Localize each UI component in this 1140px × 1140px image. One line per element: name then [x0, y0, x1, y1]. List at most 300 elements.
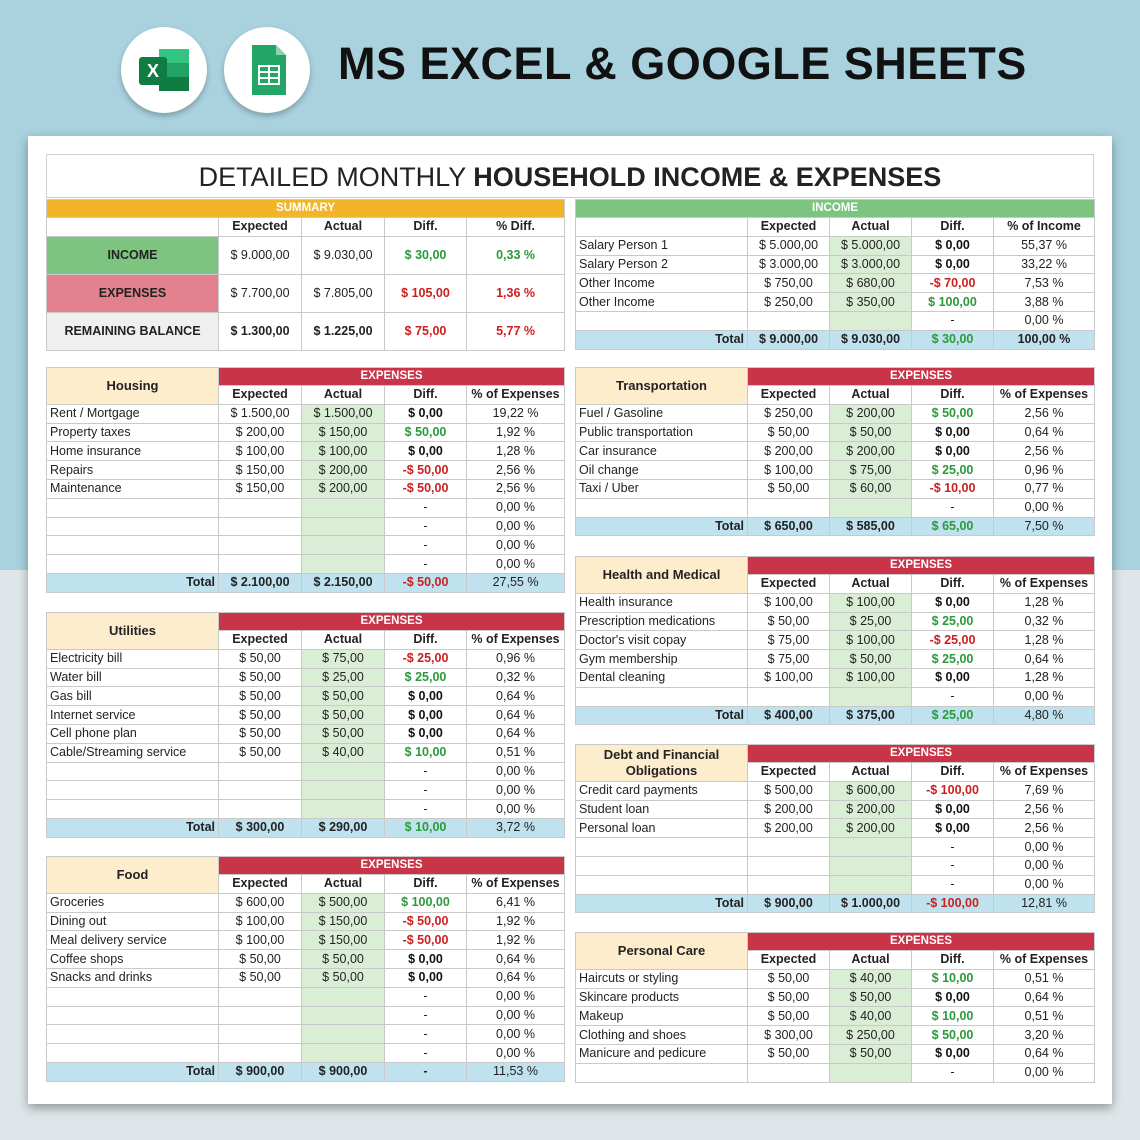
- income-row-pct[interactable]: 33,22 %: [994, 255, 1095, 274]
- income-total-actual: $ 9.030,00: [830, 330, 912, 349]
- personal-row-label[interactable]: [576, 1063, 748, 1082]
- housing-row-expected[interactable]: [219, 536, 302, 555]
- food-header-pct: % of Expenses: [467, 875, 565, 894]
- transportation-row-expected[interactable]: [748, 498, 830, 517]
- transportation-row-pct[interactable]: 0,96 %: [994, 461, 1095, 480]
- utilities-row-pct[interactable]: 0,64 %: [467, 687, 565, 706]
- housing-row-diff[interactable]: -$ 50,00: [385, 461, 467, 480]
- food-row-label[interactable]: Coffee shops: [47, 950, 219, 969]
- housing-row-expected[interactable]: [219, 517, 302, 536]
- debt-row-label[interactable]: [576, 875, 748, 894]
- transportation-row-expected[interactable]: $ 200,00: [748, 442, 830, 461]
- debt-row-pct[interactable]: 2,56 %: [994, 819, 1095, 838]
- housing-row-expected[interactable]: [219, 498, 302, 517]
- utilities-row-expected[interactable]: $ 50,00: [219, 687, 302, 706]
- utilities-row-actual[interactable]: $ 75,00: [302, 649, 385, 668]
- income-row-diff[interactable]: $ 0,00: [912, 255, 994, 274]
- utilities-row-diff[interactable]: -: [385, 800, 467, 819]
- personal-row-actual[interactable]: $ 40,00: [830, 969, 912, 988]
- personal-row-expected[interactable]: [748, 1063, 830, 1082]
- personal-row-pct[interactable]: 0,51 %: [994, 969, 1095, 988]
- transportation-row-diff[interactable]: -$ 10,00: [912, 479, 994, 498]
- utilities-row-actual[interactable]: $ 25,00: [302, 668, 385, 687]
- utilities-row-diff[interactable]: -: [385, 762, 467, 781]
- food-row-label[interactable]: [47, 1006, 219, 1025]
- housing-row-actual[interactable]: $ 100,00: [302, 442, 385, 461]
- utilities-row-actual[interactable]: $ 50,00: [302, 724, 385, 743]
- summary-income-diff[interactable]: $ 30,00: [385, 236, 467, 274]
- food-row-label[interactable]: [47, 1025, 219, 1044]
- utilities-row-expected[interactable]: $ 50,00: [219, 743, 302, 762]
- housing-row-expected[interactable]: $ 1.500,00: [219, 404, 302, 423]
- utilities-row-pct[interactable]: 0,64 %: [467, 724, 565, 743]
- food-row-pct[interactable]: 1,92 %: [467, 931, 565, 950]
- food-row-diff[interactable]: -: [385, 987, 467, 1006]
- food-row-label[interactable]: Snacks and drinks: [47, 968, 219, 987]
- personal-row-diff[interactable]: $ 0,00: [912, 1044, 994, 1063]
- housing-row-expected[interactable]: $ 200,00: [219, 423, 302, 442]
- utilities-row-expected[interactable]: $ 50,00: [219, 706, 302, 725]
- health-row-expected[interactable]: $ 75,00: [748, 631, 830, 650]
- personal-row-actual[interactable]: $ 50,00: [830, 988, 912, 1007]
- housing-row-pct[interactable]: 0,00 %: [467, 555, 565, 574]
- housing-row-diff[interactable]: -$ 50,00: [385, 479, 467, 498]
- health-row-label[interactable]: [576, 687, 748, 706]
- housing-row-expected[interactable]: [219, 555, 302, 574]
- utilities-row-pct[interactable]: 0,00 %: [467, 762, 565, 781]
- housing-row-label[interactable]: [47, 498, 219, 517]
- utilities-row-label[interactable]: Cable/Streaming service: [47, 743, 219, 762]
- summary-expenses-diff[interactable]: $ 105,00: [385, 274, 467, 312]
- health-row-diff[interactable]: $ 0,00: [912, 593, 994, 612]
- utilities-row-diff[interactable]: $ 0,00: [385, 706, 467, 725]
- income-row-label[interactable]: Other Income: [576, 293, 748, 312]
- transportation-row-pct[interactable]: 0,77 %: [994, 479, 1095, 498]
- debt-row-actual[interactable]: $ 200,00: [830, 800, 912, 819]
- housing-row-actual[interactable]: $ 200,00: [302, 479, 385, 498]
- personal-row-label[interactable]: Makeup: [576, 1007, 748, 1026]
- utilities-row-label[interactable]: Internet service: [47, 706, 219, 725]
- health-row-pct[interactable]: 0,00 %: [994, 687, 1095, 706]
- debt-row-label[interactable]: Credit card payments: [576, 781, 748, 800]
- transportation-row-expected[interactable]: $ 50,00: [748, 479, 830, 498]
- personal-row-actual[interactable]: $ 250,00: [830, 1026, 912, 1045]
- utilities-row-diff[interactable]: -$ 25,00: [385, 649, 467, 668]
- housing-row-actual[interactable]: [302, 498, 385, 517]
- food-row-actual[interactable]: $ 150,00: [302, 931, 385, 950]
- food-row-expected[interactable]: $ 600,00: [219, 893, 302, 912]
- food-row-expected[interactable]: $ 50,00: [219, 950, 302, 969]
- utilities-row-actual[interactable]: [302, 800, 385, 819]
- transportation-row-label[interactable]: Car insurance: [576, 442, 748, 461]
- debt-total-actual: $ 1.000,00: [830, 894, 912, 913]
- summary-remaining-expected[interactable]: $ 1.300,00: [219, 312, 302, 350]
- housing-row-label[interactable]: Repairs: [47, 461, 219, 480]
- food-row-diff[interactable]: -$ 50,00: [385, 912, 467, 931]
- debt-row-actual[interactable]: [830, 838, 912, 857]
- debt-row-expected[interactable]: $ 500,00: [748, 781, 830, 800]
- utilities-row-label[interactable]: Cell phone plan: [47, 724, 219, 743]
- personal-row-label[interactable]: Manicure and pedicure: [576, 1044, 748, 1063]
- transportation-row-diff[interactable]: $ 50,00: [912, 404, 994, 423]
- utilities-row-pct[interactable]: 0,32 %: [467, 668, 565, 687]
- health-row-label[interactable]: Dental cleaning: [576, 668, 748, 687]
- housing-row-diff[interactable]: -: [385, 555, 467, 574]
- food-row-pct[interactable]: 0,00 %: [467, 1006, 565, 1025]
- health-row-diff[interactable]: $ 25,00: [912, 650, 994, 669]
- health-row-pct[interactable]: 1,28 %: [994, 668, 1095, 687]
- housing-row-diff[interactable]: $ 0,00: [385, 442, 467, 461]
- housing-row-pct[interactable]: 1,28 %: [467, 442, 565, 461]
- utilities-row-expected[interactable]: $ 50,00: [219, 668, 302, 687]
- food-row-diff[interactable]: -$ 50,00: [385, 931, 467, 950]
- food-row-pct[interactable]: 0,00 %: [467, 987, 565, 1006]
- utilities-row-label[interactable]: [47, 762, 219, 781]
- transportation-row-actual[interactable]: $ 60,00: [830, 479, 912, 498]
- debt-row-diff[interactable]: -: [912, 875, 994, 894]
- debt-row-actual[interactable]: $ 200,00: [830, 819, 912, 838]
- debt-row-pct[interactable]: 2,56 %: [994, 800, 1095, 819]
- utilities-row-actual[interactable]: [302, 762, 385, 781]
- transportation-row-diff[interactable]: $ 0,00: [912, 442, 994, 461]
- income-row-diff[interactable]: $ 0,00: [912, 236, 994, 255]
- health-row-expected[interactable]: $ 50,00: [748, 612, 830, 631]
- food-row-actual[interactable]: [302, 987, 385, 1006]
- food-row-expected[interactable]: $ 100,00: [219, 912, 302, 931]
- summary-remaining-diff[interactable]: $ 75,00: [385, 312, 467, 350]
- housing-row-diff[interactable]: -: [385, 498, 467, 517]
- utilities-row-pct[interactable]: 0,51 %: [467, 743, 565, 762]
- housing-row-pct[interactable]: 1,92 %: [467, 423, 565, 442]
- food-row-label[interactable]: Groceries: [47, 893, 219, 912]
- summary-income-actual[interactable]: $ 9.030,00: [302, 236, 385, 274]
- housing-row-pct[interactable]: 0,00 %: [467, 498, 565, 517]
- food-row-actual[interactable]: [302, 1025, 385, 1044]
- transportation-row-pct[interactable]: 2,56 %: [994, 442, 1095, 461]
- debt-row-pct[interactable]: 0,00 %: [994, 856, 1095, 875]
- utilities-row-diff[interactable]: $ 0,00: [385, 724, 467, 743]
- personal-row-label[interactable]: Clothing and shoes: [576, 1026, 748, 1045]
- debt-row-pct[interactable]: 0,00 %: [994, 875, 1095, 894]
- food-row-expected[interactable]: [219, 987, 302, 1006]
- transportation-row-actual[interactable]: $ 50,00: [830, 423, 912, 442]
- debt-row-diff[interactable]: $ 0,00: [912, 819, 994, 838]
- health-row-expected[interactable]: $ 100,00: [748, 593, 830, 612]
- health-row-expected[interactable]: [748, 687, 830, 706]
- food-row-pct[interactable]: 0,64 %: [467, 950, 565, 969]
- personal-row-label[interactable]: Skincare products: [576, 988, 748, 1007]
- food-row-pct[interactable]: 1,92 %: [467, 912, 565, 931]
- summary-expenses-actual[interactable]: $ 7.805,00: [302, 274, 385, 312]
- personal-row-label[interactable]: Haircuts or styling: [576, 969, 748, 988]
- transportation-row-actual[interactable]: $ 75,00: [830, 461, 912, 480]
- food-row-diff[interactable]: -: [385, 1006, 467, 1025]
- food-row-actual[interactable]: $ 50,00: [302, 950, 385, 969]
- health-row-pct[interactable]: 0,64 %: [994, 650, 1095, 669]
- utilities-row-diff[interactable]: $ 0,00: [385, 687, 467, 706]
- personal-row-expected[interactable]: $ 50,00: [748, 969, 830, 988]
- personal-row-pct[interactable]: 0,51 %: [994, 1007, 1095, 1026]
- housing-row-pct[interactable]: 19,22 %: [467, 404, 565, 423]
- food-row-label[interactable]: Dining out: [47, 912, 219, 931]
- housing-row-diff[interactable]: -: [385, 536, 467, 555]
- housing-row-label[interactable]: Property taxes: [47, 423, 219, 442]
- income-row-actual[interactable]: [830, 311, 912, 330]
- debt-row-expected[interactable]: [748, 875, 830, 894]
- housing-row-pct[interactable]: 2,56 %: [467, 479, 565, 498]
- personal-row-expected[interactable]: $ 50,00: [748, 988, 830, 1007]
- personal-row-expected[interactable]: $ 50,00: [748, 1007, 830, 1026]
- utilities-row-actual[interactable]: [302, 781, 385, 800]
- income-row-actual[interactable]: $ 3.000,00: [830, 255, 912, 274]
- personal-row-diff[interactable]: -: [912, 1063, 994, 1082]
- food-row-label[interactable]: [47, 987, 219, 1006]
- utilities-row-expected[interactable]: [219, 800, 302, 819]
- health-row-label[interactable]: Health insurance: [576, 593, 748, 612]
- health-row-expected[interactable]: $ 75,00: [748, 650, 830, 669]
- health-row-diff[interactable]: -$ 25,00: [912, 631, 994, 650]
- summary-expenses-expected[interactable]: $ 7.700,00: [219, 274, 302, 312]
- transportation-row-diff[interactable]: -: [912, 498, 994, 517]
- summary-income-pct[interactable]: 0,33 %: [467, 236, 565, 274]
- utilities-row-actual[interactable]: $ 50,00: [302, 706, 385, 725]
- utilities-row-label[interactable]: Water bill: [47, 668, 219, 687]
- health-row-label[interactable]: Gym membership: [576, 650, 748, 669]
- health-row-label[interactable]: Doctor's visit copay: [576, 631, 748, 650]
- food-row-diff[interactable]: -: [385, 1025, 467, 1044]
- food-row-pct[interactable]: 0,64 %: [467, 968, 565, 987]
- food-row-diff[interactable]: -: [385, 1044, 467, 1063]
- utilities-row-actual[interactable]: $ 40,00: [302, 743, 385, 762]
- utilities-row-diff[interactable]: $ 10,00: [385, 743, 467, 762]
- debt-row-label[interactable]: Student loan: [576, 800, 748, 819]
- utilities-row-expected[interactable]: [219, 762, 302, 781]
- personal-row-pct[interactable]: 0,64 %: [994, 988, 1095, 1007]
- transportation-row-label[interactable]: Public transportation: [576, 423, 748, 442]
- utilities-row-expected[interactable]: $ 50,00: [219, 649, 302, 668]
- health-row-actual[interactable]: $ 50,00: [830, 650, 912, 669]
- personal-row-diff[interactable]: $ 10,00: [912, 1007, 994, 1026]
- food-row-expected[interactable]: $ 50,00: [219, 968, 302, 987]
- transportation-row-expected[interactable]: $ 100,00: [748, 461, 830, 480]
- health-row-diff[interactable]: $ 25,00: [912, 612, 994, 631]
- housing-row-pct[interactable]: 0,00 %: [467, 536, 565, 555]
- utilities-row-label[interactable]: [47, 800, 219, 819]
- income-row-label[interactable]: [576, 311, 748, 330]
- housing-row-diff[interactable]: -: [385, 517, 467, 536]
- debt-row-expected[interactable]: $ 200,00: [748, 819, 830, 838]
- utilities-row-expected[interactable]: $ 50,00: [219, 724, 302, 743]
- health-row-actual[interactable]: [830, 687, 912, 706]
- personal-row-pct[interactable]: 3,20 %: [994, 1026, 1095, 1045]
- utilities-row-pct[interactable]: 0,00 %: [467, 781, 565, 800]
- transportation-header-diff: Diff.: [912, 386, 994, 405]
- housing-row-label[interactable]: Home insurance: [47, 442, 219, 461]
- transportation-row-diff[interactable]: $ 25,00: [912, 461, 994, 480]
- housing-row-label[interactable]: [47, 536, 219, 555]
- food-row-actual[interactable]: $ 150,00: [302, 912, 385, 931]
- income-row-diff[interactable]: -: [912, 311, 994, 330]
- debt-row-actual[interactable]: [830, 856, 912, 875]
- summary-expenses-pct[interactable]: 1,36 %: [467, 274, 565, 312]
- transportation-row-actual[interactable]: $ 200,00: [830, 442, 912, 461]
- debt-row-diff[interactable]: -: [912, 856, 994, 875]
- food-row-diff[interactable]: $ 100,00: [385, 893, 467, 912]
- food-row-actual[interactable]: [302, 1044, 385, 1063]
- housing-row-actual[interactable]: [302, 517, 385, 536]
- housing-row-expected[interactable]: $ 100,00: [219, 442, 302, 461]
- health-row-diff[interactable]: $ 0,00: [912, 668, 994, 687]
- debt-row-label[interactable]: [576, 856, 748, 875]
- housing-row-expected[interactable]: $ 150,00: [219, 461, 302, 480]
- income-row-label[interactable]: Salary Person 1: [576, 236, 748, 255]
- debt-row-expected[interactable]: $ 200,00: [748, 800, 830, 819]
- health-row-expected[interactable]: $ 100,00: [748, 668, 830, 687]
- debt-row-actual[interactable]: [830, 875, 912, 894]
- housing-row-diff[interactable]: $ 0,00: [385, 404, 467, 423]
- transportation-row-expected[interactable]: $ 50,00: [748, 423, 830, 442]
- income-row-label[interactable]: Salary Person 2: [576, 255, 748, 274]
- income-row-expected[interactable]: $ 5.000,00: [748, 236, 830, 255]
- debt-row-diff[interactable]: -: [912, 838, 994, 857]
- utilities-row-diff[interactable]: $ 25,00: [385, 668, 467, 687]
- personal-row-actual[interactable]: [830, 1063, 912, 1082]
- utilities-row-label[interactable]: [47, 781, 219, 800]
- debt-row-expected[interactable]: [748, 856, 830, 875]
- food-row-pct[interactable]: 0,00 %: [467, 1025, 565, 1044]
- income-row-pct[interactable]: 55,37 %: [994, 236, 1095, 255]
- personal-row-expected[interactable]: $ 50,00: [748, 1044, 830, 1063]
- food-row-diff[interactable]: $ 0,00: [385, 968, 467, 987]
- housing-row-label[interactable]: Maintenance: [47, 479, 219, 498]
- debt-row-actual[interactable]: $ 600,00: [830, 781, 912, 800]
- transportation-row-label[interactable]: [576, 498, 748, 517]
- debt-row-pct[interactable]: 7,69 %: [994, 781, 1095, 800]
- housing-row-actual[interactable]: $ 150,00: [302, 423, 385, 442]
- debt-row-label[interactable]: [576, 838, 748, 857]
- transportation-row-label[interactable]: Oil change: [576, 461, 748, 480]
- utilities-row-pct[interactable]: 0,64 %: [467, 706, 565, 725]
- summary-income-expected[interactable]: $ 9.000,00: [219, 236, 302, 274]
- food-row-diff[interactable]: $ 0,00: [385, 950, 467, 969]
- housing-row-pct[interactable]: 0,00 %: [467, 517, 565, 536]
- personal-row-diff[interactable]: $ 0,00: [912, 988, 994, 1007]
- table-row: [47, 442, 565, 461]
- personal-row-diff[interactable]: $ 10,00: [912, 969, 994, 988]
- income-row-pct[interactable]: 3,88 %: [994, 293, 1095, 312]
- personal-row-actual[interactable]: $ 50,00: [830, 1044, 912, 1063]
- table-row: [576, 631, 1095, 650]
- housing-row-label[interactable]: [47, 555, 219, 574]
- food-row-label[interactable]: Meal delivery service: [47, 931, 219, 950]
- debt-row-label[interactable]: Personal loan: [576, 819, 748, 838]
- health-row-actual[interactable]: $ 100,00: [830, 668, 912, 687]
- debt-row-diff[interactable]: $ 0,00: [912, 800, 994, 819]
- housing-row-pct[interactable]: 2,56 %: [467, 461, 565, 480]
- housing-row-actual[interactable]: [302, 536, 385, 555]
- debt-row-diff[interactable]: -$ 100,00: [912, 781, 994, 800]
- transportation-row-expected[interactable]: $ 250,00: [748, 404, 830, 423]
- food-row-actual[interactable]: $ 50,00: [302, 968, 385, 987]
- housing-row-label[interactable]: Rent / Mortgage: [47, 404, 219, 423]
- debt-row-pct[interactable]: 0,00 %: [994, 838, 1095, 857]
- transportation-row-pct[interactable]: 0,64 %: [994, 423, 1095, 442]
- personal-row-actual[interactable]: $ 40,00: [830, 1007, 912, 1026]
- debt-row-expected[interactable]: [748, 838, 830, 857]
- food-row-expected[interactable]: [219, 1025, 302, 1044]
- income-row-pct[interactable]: 7,53 %: [994, 274, 1095, 293]
- personal-row-pct[interactable]: 0,00 %: [994, 1063, 1095, 1082]
- income-row-diff[interactable]: $ 100,00: [912, 293, 994, 312]
- housing-row-actual[interactable]: [302, 555, 385, 574]
- transportation-row-actual[interactable]: $ 200,00: [830, 404, 912, 423]
- income-row-actual[interactable]: $ 5.000,00: [830, 236, 912, 255]
- housing-row-actual[interactable]: $ 200,00: [302, 461, 385, 480]
- transportation-row-pct[interactable]: 0,00 %: [994, 498, 1095, 517]
- utilities-row-label[interactable]: Gas bill: [47, 687, 219, 706]
- income-row-expected[interactable]: $ 3.000,00: [748, 255, 830, 274]
- summary-remaining-actual[interactable]: $ 1.225,00: [302, 312, 385, 350]
- table-row: [576, 650, 1095, 669]
- food-row-pct[interactable]: 6,41 %: [467, 893, 565, 912]
- food-row-expected[interactable]: [219, 1044, 302, 1063]
- utilities-row-pct[interactable]: 0,00 %: [467, 800, 565, 819]
- income-row-label[interactable]: Other Income: [576, 274, 748, 293]
- health-row-actual[interactable]: $ 25,00: [830, 612, 912, 631]
- income-row-actual[interactable]: $ 680,00: [830, 274, 912, 293]
- health-row-label[interactable]: Prescription medications: [576, 612, 748, 631]
- personal-row-diff[interactable]: $ 50,00: [912, 1026, 994, 1045]
- personal-row-pct[interactable]: 0,64 %: [994, 1044, 1095, 1063]
- transportation-row-actual[interactable]: [830, 498, 912, 517]
- income-row-pct[interactable]: 0,00 %: [994, 311, 1095, 330]
- health-row-pct[interactable]: 0,32 %: [994, 612, 1095, 631]
- personal-row-expected[interactable]: $ 300,00: [748, 1026, 830, 1045]
- health-row-pct[interactable]: 1,28 %: [994, 593, 1095, 612]
- income-row-expected[interactable]: $ 250,00: [748, 293, 830, 312]
- food-row-pct[interactable]: 0,00 %: [467, 1044, 565, 1063]
- housing-row-expected[interactable]: $ 150,00: [219, 479, 302, 498]
- income-row-actual[interactable]: $ 350,00: [830, 293, 912, 312]
- health-row-actual[interactable]: $ 100,00: [830, 631, 912, 650]
- food-row-expected[interactable]: $ 100,00: [219, 931, 302, 950]
- health-row-actual[interactable]: $ 100,00: [830, 593, 912, 612]
- food-row-expected[interactable]: [219, 1006, 302, 1025]
- transportation-row-label[interactable]: Taxi / Uber: [576, 479, 748, 498]
- food-row-actual[interactable]: [302, 1006, 385, 1025]
- transportation-row-label[interactable]: Fuel / Gasoline: [576, 404, 748, 423]
- table-row: [47, 781, 565, 800]
- housing-row-label[interactable]: [47, 517, 219, 536]
- income-row-expected[interactable]: $ 750,00: [748, 274, 830, 293]
- utilities-row-diff[interactable]: -: [385, 781, 467, 800]
- food-row-actual[interactable]: $ 500,00: [302, 893, 385, 912]
- utilities-row-actual[interactable]: $ 50,00: [302, 687, 385, 706]
- income-row-expected[interactable]: [748, 311, 830, 330]
- transportation-row-diff[interactable]: $ 0,00: [912, 423, 994, 442]
- utilities-row-label[interactable]: Electricity bill: [47, 649, 219, 668]
- income-row-diff[interactable]: -$ 70,00: [912, 274, 994, 293]
- summary-remaining-pct[interactable]: 5,77 %: [467, 312, 565, 350]
- housing-row-actual[interactable]: $ 1.500,00: [302, 404, 385, 423]
- health-row-diff[interactable]: -: [912, 687, 994, 706]
- health-row-pct[interactable]: 1,28 %: [994, 631, 1095, 650]
- utilities-row-expected[interactable]: [219, 781, 302, 800]
- utilities-row-pct[interactable]: 0,96 %: [467, 649, 565, 668]
- food-row-label[interactable]: [47, 1044, 219, 1063]
- transportation-row-pct[interactable]: 2,56 %: [994, 404, 1095, 423]
- housing-row-diff[interactable]: $ 50,00: [385, 423, 467, 442]
